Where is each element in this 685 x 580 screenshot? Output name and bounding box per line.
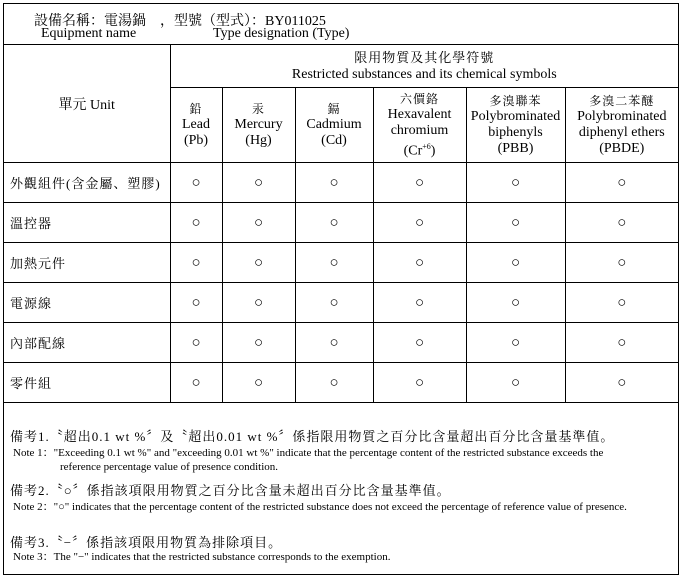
mark-circle: ○: [191, 174, 201, 191]
substance-en: Cadmium: [306, 117, 362, 132]
mark-cell: [170, 323, 222, 363]
substance-symbol: (Pb): [183, 133, 209, 148]
table-row: [4, 243, 678, 283]
mark-cell: [170, 243, 222, 283]
mark-circle: ○: [253, 334, 264, 351]
mark-circle: ○: [510, 174, 521, 191]
type-designation-zh: ，型號（型式）：BY011025: [160, 14, 326, 29]
substance-symbol: (Hg): [245, 133, 272, 148]
substance-header-mercury: [222, 88, 295, 163]
mark-circle: ○: [329, 174, 339, 191]
mark-circle: ○: [253, 174, 264, 191]
substance-zh: 鎘: [327, 102, 341, 116]
unit-header: 單元 Unit: [4, 45, 170, 163]
substance-zh: 多溴聯苯: [489, 94, 542, 108]
substance-header-pbde: [565, 88, 678, 163]
part-name: 零件組: [4, 363, 170, 403]
part-name: 外觀組件(含金屬、塑膠): [4, 163, 170, 203]
mark-cell: [565, 363, 678, 403]
mark-cell: [295, 243, 373, 283]
substance-header-lead: [170, 88, 222, 163]
mark-cell: [373, 323, 466, 363]
substance-zh: 汞: [251, 102, 265, 116]
mark-circle: ○: [617, 254, 627, 271]
title-en: Restricted substances and its chemical symbols: [291, 67, 557, 82]
mark-cell: [466, 163, 565, 203]
table-row: [4, 163, 678, 203]
part-name: 溫控器: [4, 203, 170, 243]
mark-circle: ○: [510, 214, 521, 231]
substance-header-pbb: [466, 88, 565, 163]
table-row: [4, 203, 678, 243]
restricted-substances-title: [170, 45, 678, 88]
rohs-declaration-document: [3, 3, 679, 575]
mark-circle: ○: [617, 214, 627, 231]
mark-cell: [222, 243, 295, 283]
mark-cell: [565, 243, 678, 283]
part-name: 內部配線: [4, 323, 170, 363]
mark-cell: [373, 203, 466, 243]
substance-symbol: (Cd): [321, 133, 347, 148]
note1-en: [13, 446, 603, 474]
substance-zh: 多溴二苯醚: [589, 94, 655, 108]
note2-en: Note 2："○" indicates that the percentage content of the restricted substance does not exceed the percentage of reference value of presence.: [13, 501, 627, 513]
restricted-substances-table: [4, 45, 678, 403]
mark-cell: [295, 283, 373, 323]
mark-circle: ○: [329, 214, 339, 231]
mark-cell: [170, 163, 222, 203]
mark-circle: ○: [510, 334, 521, 351]
mark-circle: ○: [253, 294, 264, 311]
mark-circle: ○: [329, 334, 339, 351]
mark-cell: [170, 283, 222, 323]
equipment-name-en: Equipment name: [41, 26, 137, 41]
mark-circle: ○: [510, 254, 521, 271]
mark-circle: ○: [191, 294, 201, 311]
table-row: [4, 323, 678, 363]
mark-circle: ○: [510, 374, 521, 391]
mark-circle: ○: [617, 334, 627, 351]
note3-en: Note 3：The "−" indicates that the restricted substance corresponds to the exemption.: [13, 551, 391, 563]
mark-circle: ○: [253, 254, 264, 271]
mark-cell: [565, 323, 678, 363]
mark-circle: ○: [329, 294, 339, 311]
mark-cell: [222, 283, 295, 323]
title-zh: 限用物質及其化學符號: [354, 50, 495, 65]
mark-circle: ○: [414, 174, 425, 191]
mark-cell: [373, 163, 466, 203]
mark-cell: [170, 363, 222, 403]
note2-zh: 備考2.〝○〞係指該項限用物質之百分比含量未超出百分比含量基準值。: [10, 483, 451, 498]
mark-circle: ○: [617, 294, 627, 311]
table-body: [4, 163, 678, 403]
mark-circle: ○: [414, 254, 425, 271]
substance-en: Polybrominated biphenyls: [470, 109, 561, 140]
mark-cell: [295, 163, 373, 203]
part-name: 電源線: [4, 283, 170, 323]
mark-cell: [295, 203, 373, 243]
mark-cell: [295, 363, 373, 403]
mark-circle: ○: [329, 254, 339, 271]
part-name: 加熱元件: [4, 243, 170, 283]
note1-en-line2: reference percentage value of presence condition.: [60, 461, 279, 473]
mark-circle: ○: [414, 334, 425, 351]
header: [4, 4, 678, 45]
table-row: [4, 363, 678, 403]
substance-symbol: $(Cr^{+6})$: [403, 141, 436, 159]
substance-en: Mercury: [234, 117, 283, 132]
mark-circle: ○: [191, 374, 201, 391]
mark-circle: ○: [414, 294, 425, 311]
mark-cell: [222, 323, 295, 363]
mark-cell: [466, 203, 565, 243]
mark-cell: [466, 363, 565, 403]
mark-circle: ○: [617, 174, 627, 191]
mark-cell: [565, 283, 678, 323]
substance-header-cadmium: [295, 88, 373, 163]
mark-circle: ○: [191, 254, 201, 271]
mark-cell: [222, 163, 295, 203]
mark-cell: [222, 203, 295, 243]
mark-circle: ○: [510, 294, 521, 311]
equipment-name-zh: 設備名稱：電湯鍋: [34, 14, 146, 29]
type-designation-en: Type designation (Type): [213, 26, 350, 41]
note1-en-line1: Note 1："Exceeding 0.1 wt %" and "exceeding 0.01 wt %" indicate that the percentage content of the restricted substance exceeds the: [13, 447, 604, 459]
substance-en: Lead: [182, 117, 210, 132]
mark-cell: [170, 203, 222, 243]
substance-zh: 鉛: [189, 102, 203, 116]
note3-zh: 備考3.〝−〞係指該項限用物質為排除項目。: [10, 535, 283, 550]
mark-circle: ○: [329, 374, 339, 391]
substance-symbol: (PBB): [497, 141, 534, 156]
mark-circle: ○: [617, 374, 627, 391]
substance-zh: 六價鉻: [399, 91, 439, 106]
mark-circle: ○: [414, 214, 425, 231]
mark-cell: [222, 363, 295, 403]
mark-circle: ○: [191, 214, 201, 231]
mark-cell: [466, 323, 565, 363]
table-row: [4, 283, 678, 323]
substance-header-hexavalent-chromium: [373, 88, 466, 163]
note1-zh: 備考1.〝超出0.1 wt %〞及〝超出0.01 wt %〞係指限用物質之百分比含量超出百分比含量基準值。: [10, 429, 615, 444]
mark-circle: ○: [253, 374, 264, 391]
mark-cell: [373, 283, 466, 323]
substance-en: Polybrominated diphenyl ethers: [577, 109, 667, 140]
mark-circle: ○: [253, 214, 264, 231]
mark-cell: [565, 203, 678, 243]
mark-cell: [466, 243, 565, 283]
substance-en: Hexavalent chromium: [387, 106, 452, 138]
mark-cell: [466, 283, 565, 323]
mark-cell: [565, 163, 678, 203]
mark-cell: [295, 323, 373, 363]
mark-cell: [373, 363, 466, 403]
mark-circle: ○: [191, 334, 201, 351]
mark-circle: ○: [414, 374, 425, 391]
mark-cell: [373, 243, 466, 283]
substance-symbol: (PBDE): [599, 141, 645, 156]
